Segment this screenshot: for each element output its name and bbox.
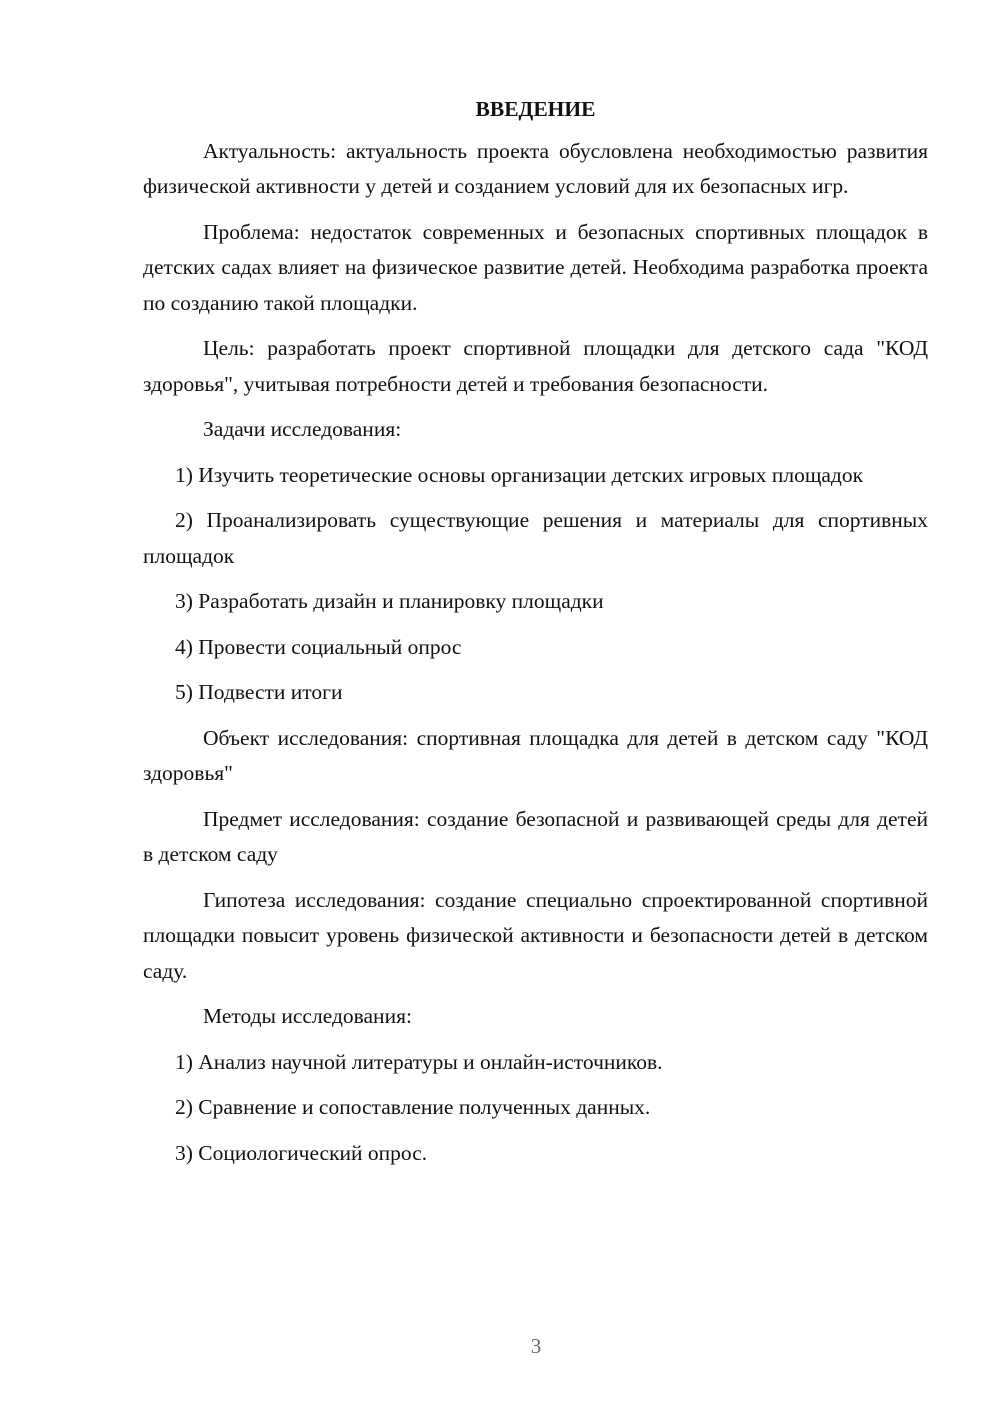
task-item-4: 4) Провести социальный опрос: [175, 634, 462, 659]
task-item-5: 5) Подвести итоги: [175, 680, 343, 704]
subject-paragraph: Предмет исследования: создание безопасной и развивающей среды для детей в детском саду: [143, 806, 928, 866]
task-item-3: 3) Разработать дизайн и планировку площадки: [175, 589, 604, 613]
method-item-1: 1) Анализ научной литературы и онлайн-источников.: [175, 1049, 663, 1074]
tasks-title: Задачи исследования:: [203, 417, 402, 441]
methods-title: Методы исследования:: [203, 1004, 412, 1028]
relevance-paragraph: Актуальность: актуальность проекта обусловлена необходимостью развития физической активности у детей и созданием условий для их безопасных игр.: [143, 138, 928, 198]
method-item-2: 2) Сравнение и сопоставление полученных данных.: [175, 1095, 651, 1119]
goal-paragraph: Цель: разработать проект спортивной площадки для детского сада "КОД здоровья", учитывая потребности детей и требования безопасности.: [143, 336, 928, 396]
task-item-1: 1) Изучить теоретические основы организации детских игровых площадок: [175, 462, 864, 487]
page-number: 3: [530, 1334, 542, 1358]
hypothesis-paragraph: Гипотеза исследования: создание специально спроектированной спортивной площадки повысит уровень физической активности и безопасности детей в детском саду.: [143, 887, 928, 983]
problem-paragraph: Проблема: недостаток современных и безопасных спортивных площадок в детских садах влияет на физическое развитие детей. Необходима разработка проекта по созданию такой площадки.: [143, 219, 928, 315]
task-item-2: 2) Проанализировать существующие решения и материалы для спортивных площадок: [143, 508, 928, 568]
method-item-3: 3) Социологический опрос.: [175, 1140, 428, 1165]
section-heading: ВВЕДЕНИЕ: [475, 97, 596, 121]
object-paragraph: Объект исследования: спортивная площадка для детей в детском саду "КОД здоровья": [143, 725, 928, 785]
document-body: [143, 92, 928, 1181]
